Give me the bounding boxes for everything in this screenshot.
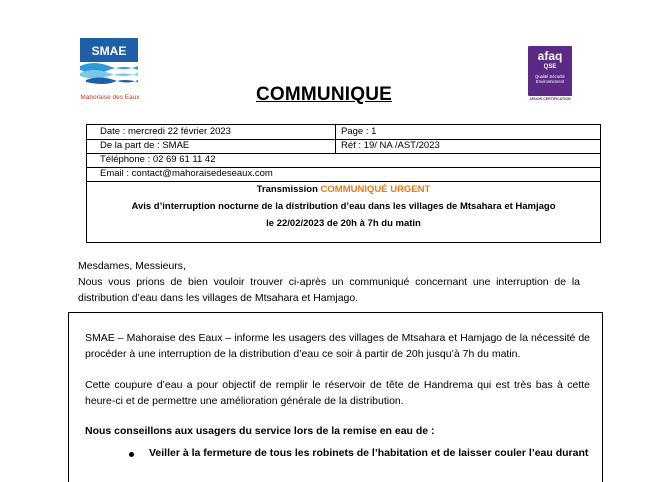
smae-logo-caption: Mahoraise des Eaux [80,94,140,101]
notice-line-2: le 22/02/2023 de 20h à 7h du matin [266,218,421,229]
table-row-email [87,167,600,182]
email-cell: Email : contact@mahoraisedeseaux.com [100,168,273,179]
paragraph-2: Cette coupure d’eau a pour objectif de remplir le réservoir de tête de Handrema qui est très bas à cette heure-ci et de permettre une amélioration générale de la distribution. [85,379,590,407]
table-row-from [87,139,600,154]
ref-cell: Réf : 19/ NA /AST/2023 [341,140,440,151]
afaq-logo-lines [529,74,571,84]
afaq-logo-cert: AFNOR CERTIFICATION [529,97,571,101]
urgent-badge: COMMUNIQUÉ URGENT [320,184,431,195]
afaq-logo-line2: Environnement [535,79,565,84]
transmission-label: Transmission [256,184,321,195]
afaq-logo-name: afaq [537,49,563,63]
intro-paragraph: Nous vous prions de bien vouloir trouver ci-après un communiqué concernant une interruption de la distribution d’eau dans les villages de Mtsahara et Hamjago. [78,276,580,304]
svg-text:SMAE: SMAE [91,44,127,58]
advice-heading: Nous conseillons aux usagers du service lors de la remise en eau de : [85,425,435,437]
afaq-logo-line1: Qualité Sécurité [535,74,565,79]
from-value: SMAE [162,140,190,151]
bullet-icon [129,452,134,457]
smae-logo-icon [80,38,138,84]
date-cell: Date : mercredi 22 février 2023 [100,126,231,137]
greeting: Mesdames, Messieurs, [78,260,186,272]
from-label: De la part de : [100,140,163,151]
from-cell [100,140,189,151]
page-cell: Page : 1 [341,126,377,137]
paragraph-1: SMAE – Mahoraise des Eaux – informe les usagers des villages de Mtsahara et Hamjago de la nécessité de procéder à une interruption de la distribution d’eau ce soir à partir de 20h jusqu’à 7h du matin. [85,332,590,360]
afaq-logo-qse: QSE [543,64,557,70]
communique-box [68,312,603,482]
page-title: COMMUNIQUE [255,84,393,105]
bullet-text: Veiller à la fermeture de tous les robinets de l’habitation et de laisser couler l’eau durant [149,447,589,459]
transmission-line [87,184,600,195]
phone-cell: Téléphone : 02 69 61 11 42 [100,154,216,165]
notice-line-1: Avis d’interruption nocturne de la distribution d’eau dans les villages de Mtsahara et Hamjago [131,201,556,212]
table-row-phone [87,153,600,168]
table-row-date [87,125,600,140]
info-table [86,124,601,243]
